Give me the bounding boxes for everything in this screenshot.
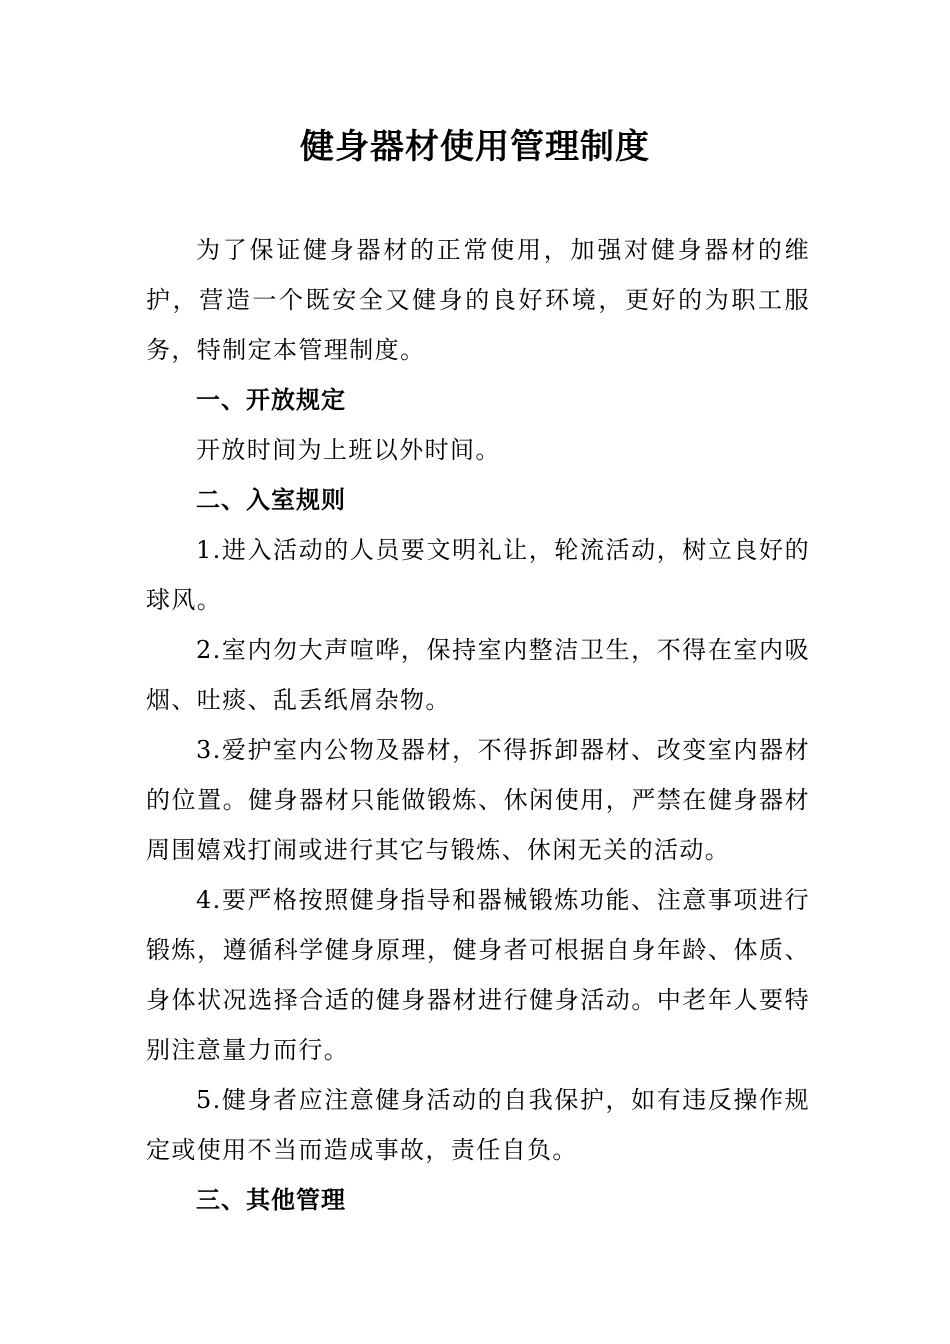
rule-item: 1.进入活动的人员要文明礼让，轮流活动，树立良好的球风。 <box>146 536 810 614</box>
document-body <box>146 225 810 1225</box>
section-heading-other-management: 三、其他管理 <box>196 1186 346 1214</box>
intro-paragraph: 为了保证健身器材的正常使用，加强对健身器材的维护，营造一个既安全又健身的良好环境，更好的为职工服务，特制定本管理制度。 <box>146 236 810 364</box>
open-hours-paragraph: 开放时间为上班以外时间。 <box>196 436 501 464</box>
rule-item: 5.健身者应注意健身活动的自我保护，如有违反操作规定或使用不当而造成事故，责任自负。 <box>146 1086 810 1164</box>
section-heading-entry-rules: 二、入室规则 <box>196 486 346 514</box>
section-heading-open-rules: 一、开放规定 <box>196 386 346 414</box>
rule-item: 3.爱护室内公物及器材，不得拆卸器材、改变室内器材的位置。健身器材只能做锻炼、休闲使用，严禁在健身器材周围嬉戏打闹或进行其它与锻炼、休闲无关的活动。 <box>146 736 810 864</box>
document-title: 健身器材使用管理制度 <box>300 127 650 167</box>
rule-item: 4.要严格按照健身指导和器械锻炼功能、注意事项进行锻炼，遵循科学健身原理，健身者可根据自身年龄、体质、身体状况选择合适的健身器材进行健身活动。中老年人要特别注意量力而行。 <box>146 886 810 1064</box>
rule-item: 2.室内勿大声喧哗，保持室内整洁卫生，不得在室内吸烟、吐痰、乱丢纸屑杂物。 <box>146 636 810 714</box>
